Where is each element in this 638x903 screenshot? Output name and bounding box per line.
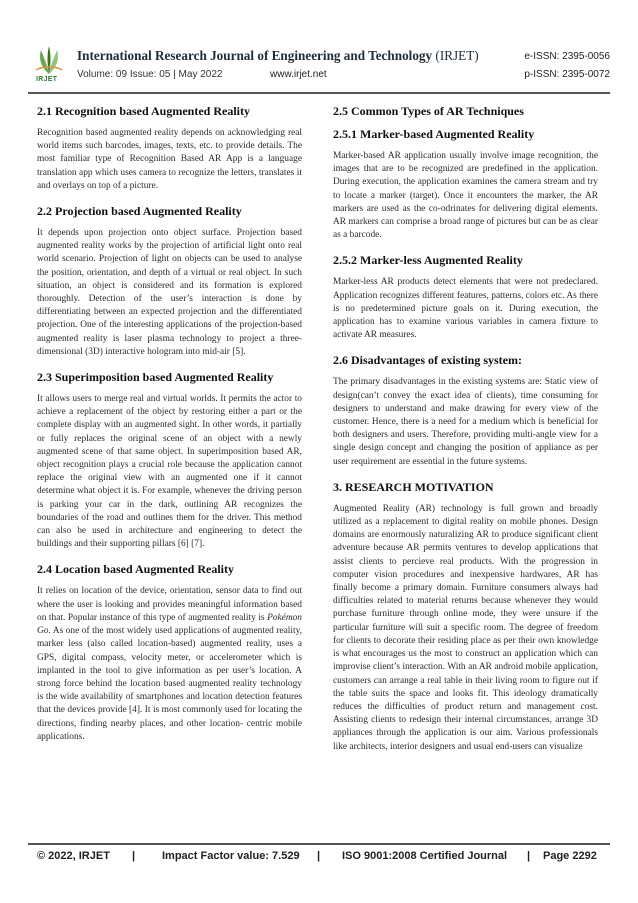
footer-separator: |	[527, 850, 531, 862]
section-heading: 2.5 Common Types of AR Techniques	[333, 104, 524, 118]
section-2-5	[333, 104, 598, 119]
paragraph: It allows users to merge real and virtual worlds. It permits the actor to achieve a replacement of the object by restoring either a part or the complete display with an augmented sight. In other words, it partially or fully replaces the original scene of an object with a newly augmented scene of that same object. In superimposition based AR, object recognition plays a crucial role because the application cannot replace the original view with an augmented one if it cannot determine what object it is. For example, whenever the driving person is parking your car in the dark, outlining AR recognizes the boundaries of the road and outlines them for the driver. This method can also be used in architecture and engineering to detect the buildings and their supporting pillars [6] [7].	[37, 394, 302, 550]
left-column	[37, 104, 302, 755]
logo-text: IRJET	[36, 76, 58, 83]
section-heading: 2.1 Recognition based Augmented Reality	[37, 104, 250, 118]
section-heading: 3. RESEARCH MOTIVATION	[333, 479, 494, 494]
section-heading: 2.4 Location based Augmented Reality	[37, 562, 235, 577]
paragraph: The primary disadvantages in the existing systems are: Static view of design(can’t convey the exact idea of clients), time consuming for designers to understand and make drawing for every view of the customer. Hence, there is a need for a medium which is beneficial for both designers and users. Therefore, providing multi-angle view for a single design concept and changing the position of appliance as per user requirement are essential in the future systems.	[333, 377, 598, 467]
paragraph: Augmented Reality (AR) technology is full grown and broadly utilized as a replacement to digital reality on mobile phones. Design domains are enormously naturalizing AR to produce significant client adventure because AR permits ventures to develop applications that assist clients to percieve real products. With the progression in computer vision procedures and inexpensive hardwares, AR has finally become a primary domain. Furniture consumers always had difficulties related to material returns because whenever they would purchase furniture through online mode, they were unsure if the particular furniture will suit a specific room. The degree of freedom for clients to decorate their residing place as per their own knowledge is what encourages us the most to construct an application which can improvise client’s interaction. With an AR android mobile application, customers can arrange a real table in their living room to figure out if the table suits the space and looks fit. This ideology dramatically reduces the difficulties of product return and management cost. Assisting clients to redesign their internal circumstances, arrange 3D appliances through the application is our aim. Various professionals like architects, interior designers and usual end-users can visualize	[333, 503, 598, 752]
footer-separator: |	[132, 850, 136, 862]
paragraph: It depends upon projection onto object surface. Projection based augmented reality works by the projection of artificial light onto real world scenario. Projection of light on objects can be used to analyse the position, orientation, and depth of a virtual or real object. In such situation, an object is considered and its formation is explored thoroughly. Detection of the user’s interaction is done by differentiating between an expected projection and the differentiated projection. One of the interesting applications of the projection-based augmented reality is laser plasma technology to project a three-dimensional (3D) interactive hologram into mid-air [5].	[37, 228, 302, 357]
p-issn: p-ISSN: 2395-0072	[524, 69, 610, 80]
journal-abbreviation: (IRJET)	[435, 48, 479, 63]
section-2-3	[37, 370, 302, 551]
footer-copyright: © 2022, IRJET	[37, 850, 110, 862]
section-heading: 2.5.2 Marker-less Augmented Reality	[333, 253, 523, 268]
footer-impact-factor: Impact Factor value: 7.529	[162, 850, 300, 862]
section-2-1	[37, 104, 302, 193]
volume-issue: Volume: 09 Issue: 05 | May 2022	[77, 69, 223, 80]
section-heading: 2.6 Disadvantages of existing system:	[333, 353, 522, 368]
section-2-2	[37, 204, 302, 359]
journal-title: International Research Journal of Engineering and Technology (IRJET)	[77, 48, 479, 63]
footer-iso-certification: ISO 9001:2008 Certified Journal	[342, 850, 508, 862]
footer-page-number: Page 2292	[543, 850, 597, 862]
section-2-5-2	[333, 253, 598, 342]
header-divider	[28, 92, 610, 94]
section-2-5-1	[333, 127, 598, 242]
paragraph: Marker-less AR products detect elements that were not predeclared. Application recognizes different features, patterns, colors etc. As there is no predetermined picture goals on it. During execution, the application has to examine various variables in camera fixture to activate AR measures.	[333, 277, 598, 341]
right-column	[333, 104, 598, 765]
journal-header	[28, 44, 610, 90]
footer-divider	[28, 843, 610, 845]
paragraph: It relies on location of the device, orientation, sensor data to find out where the user is looking and provides meaningful information based on that. Popular instance of this type of augmented reality is Pokémon Go. As one of the most widely used applications of augmented reality, marker less (also called location-based) augmented reality, uses a GPS, digital compass, velocity meter, or accelerometer which is implanted in the tool to give information as per user’s location. A strong force behind the location based augmented reality technology is the wide availability of smartphones and location detection features that the devices provide [4]. It is most commonly used for locating the directions, finding nearby places, and other location- centric mobile applications.	[37, 586, 302, 742]
paragraph: Recognition based augmented reality depends on acknowledging real world items such barcodes, images, texts, etc. to provide details. The most familiar type of Recognition Based AR App is a language translation app which uses camera to recognize the letters, translates it and overlays on top of a picture.	[37, 128, 302, 191]
section-heading: 2.5.1 Marker-based Augmented Reality	[333, 127, 535, 141]
journal-website-link[interactable]: www.irjet.net	[270, 69, 327, 80]
section-2-6	[333, 353, 598, 468]
footer-separator: |	[317, 850, 321, 862]
section-3	[333, 480, 598, 754]
section-heading: 2.2 Projection based Augmented Reality	[37, 204, 242, 219]
paragraph: Marker-based AR application usually involve image recognition, the images that are to be recognized are predefined in the application. During execution, the application examines the camera stream and try to locate a marker (target). Once it encounters the marker, the AR markers are used as the co-odrinates for delivering digital elements. AR markers can comprise a broad range of pictures but can be as clear as a barcode.	[333, 151, 598, 241]
page-footer	[37, 850, 602, 866]
pokemon-go-title: Pokémon Go.	[37, 612, 302, 637]
e-issn: e-ISSN: 2395-0056	[524, 51, 610, 62]
section-2-4	[37, 562, 302, 743]
section-heading: 2.3 Superimposition based Augmented Reality	[37, 370, 274, 385]
